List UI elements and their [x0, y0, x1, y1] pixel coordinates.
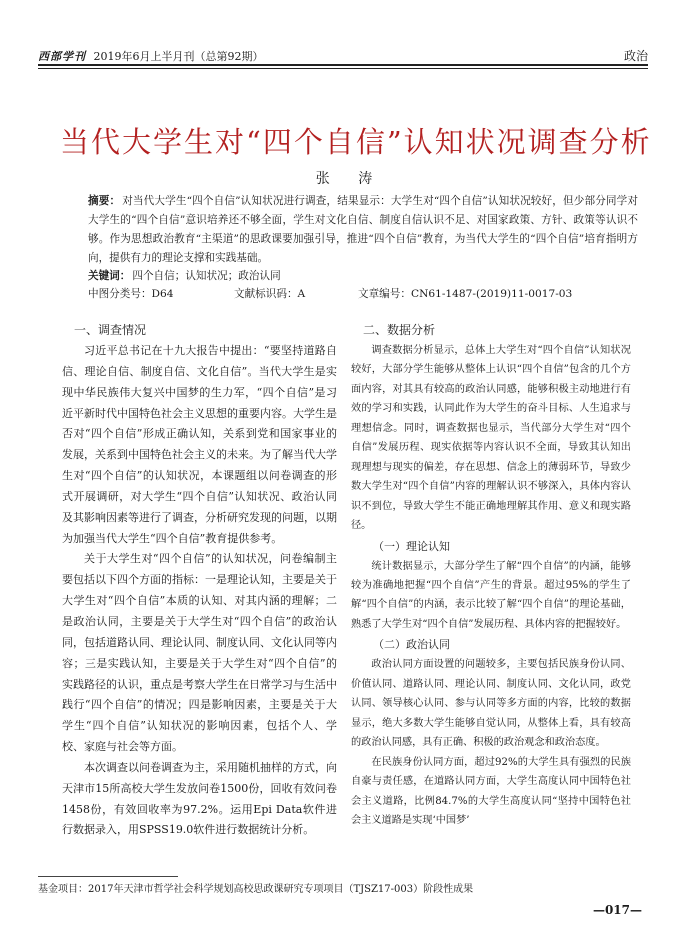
abstract-text: 对当代大学生“四个自信”认知状况进行调查，结果显示：大学生对“四个自信”认知状况较好，但少部分同学对大学生的“四个自信”意识培养还不够全面，学生对文化自信、制度自信认识不足、对国家政策、方针、政策等认识不够。作为思想政治教育“主渠道”的思政课要加强引导，推进“四个自信”教育，为当代大学生的“四个自信”培育指明方向，提供有力的理论支撑和实践基础。 [88, 195, 638, 264]
article-number: 文章编号：CN61-1487-(2019)11-0017-03 [358, 288, 573, 300]
footnote-rule [38, 876, 178, 877]
body-column-right [351, 320, 631, 868]
section-label: 政治 [623, 49, 648, 63]
classification-meta [88, 286, 648, 302]
body-paragraph: 本次调查以问卷调查为主，采用随机抽样的方式，向天津市15所高校大学生发放问卷1500份，回收有效问卷1458份，有效回收率为97.2%。运用Epi Data软件进行数据录入，用SPSS19.0软件进行数据统计分析。 [62, 760, 337, 837]
subsection-heading: （一）理论认知 [373, 539, 450, 553]
header-journal-info [38, 48, 264, 64]
article-title: 当代大学生对“四个自信”认知状况调查分析 [60, 125, 652, 159]
author-name: 张 涛 [315, 171, 385, 187]
body-paragraph: 政治认同方面设置的问题较多，主要包括民族身份认同、价值认同、道路认同、理论认同、制度认同、文化认同，政党认同、领导核心认同、参与认同等多方面的内容，比较的数据显示，绝大多数大学生能够自觉认同，从整体上看，具有较高的政治认同感，具有正确、积极的政治观念和政治态度。 [351, 659, 631, 749]
body-paragraph: 关于大学生对“四个自信”的认知状况，问卷编制主要包括以下四个方面的指标：一是理论认知，主要是关于大学生对“四个自信”本质的认知、对其内涵的理解；二是政治认同，主要是关于大学生对“四个自信”的政治认同，包括道路认同、理论认同、制度认同、文化认同等内容；三是实践认知，主要是关于大学生对“四个自信”的实践路径的认识，重点是考察大学生在日常学习与生活中践行“四个自信”的情况；四是影响因素，主要是关于大学生“四个自信”认知状况的影响因素，包括个人、学校、家庭与社会等方面。 [62, 552, 337, 754]
section-heading: 一、调查情况 [74, 323, 147, 337]
running-header [38, 44, 648, 66]
abstract [88, 192, 638, 268]
body-paragraph: 统计数据显示，大部分学生了解“四个自信”的内涵，能够较为准确地把握“四个自信”产生的背景。超过95%的学生了解“四个自信”的内涵，表示比较了解“四个自信”的理论基础，熟悉了大学生对“四个自信”发展历程、具体内容的把握较好。 [351, 560, 631, 630]
keywords-text: 四个自信；认知状况；政治认同 [132, 270, 281, 282]
body-column-left [62, 320, 337, 868]
clc-number: 中图分类号：D64 [88, 288, 174, 300]
keywords-label: 关键词： [88, 270, 131, 282]
section-heading: 二、数据分析 [363, 323, 436, 337]
footnote-funding: 基金项目：2017年天津市哲学社会科学规划高校思政课研究专项项目（TJSZ17-003）阶段性成果 [38, 884, 474, 895]
issue-info: 2019年6月上半月刊（总第92期） [93, 50, 264, 63]
header-rule-thick [38, 64, 648, 66]
journal-name: 西部学刊 [38, 50, 86, 63]
document-code: 文献标识码：A [234, 288, 306, 300]
abstract-label: 摘要： [88, 195, 121, 207]
header-rule-thin [38, 68, 648, 69]
page-number: —017— [592, 903, 642, 917]
body-paragraph: 习近平总书记在十九大报告中提出：“要坚持道路自信、理论自信、制度自信、文化自信”。当代大学生是实现中华民族伟大复兴中国梦的生力军，“四个自信”是习近平新时代中国特色社会主义思想的重要内容。大学生是否对“四个自信”形成正确认知，关系到党和国家事业的发展，关系到中国特色社会主义的未来。为了解当代大学生对“四个自信”的认知状况，本课题组以问卷调查的形式开展调研，对大学生“四个自信”认知状况、政治认同及其影响因素等进行了调查，分析研究发现的问题，以期为加强当代大学生“四个自信”教育提供参考。 [62, 344, 337, 545]
subsection-heading: （二）政治认同 [373, 638, 450, 652]
keywords [88, 268, 638, 283]
body-paragraph: 调查数据分析显示，总体上大学生对“四个自信”认知状况较好，大部分学生能够从整体上认识“四个自信”包含的几个方面内容，对其具有较高的政治认同感，能够积极主动地进行有效的学习和实践，认同此作为大学生的奋斗目标、人生追求与理想信念。同时，调查数据也显示，当代部分大学生对“四个自信”发展历程、现实依据等内容认识不全面，导致其认知出现理想与现实的偏差，存在思想、信念上的薄弱环节，导致少数大学生对“四个自信”内容的理解认识不够深入，具体内容认识不到位，导致大学生不能正确地理解其作用、意义和现实路径。 [351, 345, 631, 532]
body-paragraph: 在民族身份认同方面，超过92%的大学生具有强烈的民族自豪与责任感，在道路认同方面，大学生高度认同中国特色社会主义道路，比例84.7%的大学生高度认同“坚持中国特色社会主义道路是实现‘中国梦’ [351, 756, 631, 826]
